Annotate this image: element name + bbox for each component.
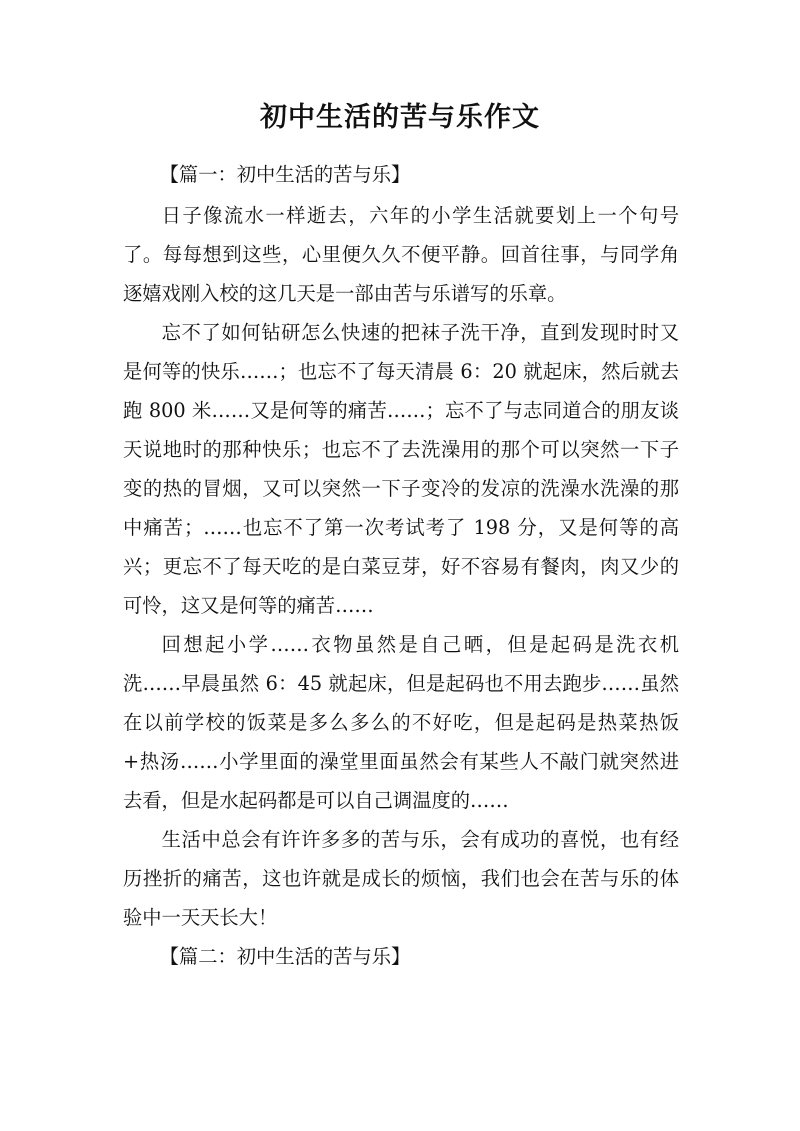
section-heading-1: 【篇一：初中生活的苦与乐】 <box>159 163 411 186</box>
paragraph-2: 忘不了如何钻研怎么快速的把袜子洗干净，直到发现时时又是何等的快乐……；也忘不了每天清晨 6：20 就起床，然后就去跑 800 米……又是何等的痛苦……；忘不了与志同道合的朋友谈天说地时的那种快乐；也忘不了去洗澡用的那个可以突然一下子变的热的冒烟，又可以突然一下子变冷的发凉的洗澡水洗澡的那中痛苦；……也忘不了第一次考试考了 198 分，又是何等的高兴；更忘不了每天吃的是白菜豆芽，好不容易有餐肉，肉又少的可怜，这又是何等的痛苦…… <box>123 321 679 617</box>
section-heading-2: 【篇二：初中生活的苦与乐】 <box>159 945 411 968</box>
document-body <box>123 155 679 978</box>
document-title: 初中生活的苦与乐作文 <box>260 102 540 133</box>
paragraph-3: 回想起小学……衣物虽然是自己晒，但是起码是洗衣机洗……早晨虽然 6：45 就起床，但是起码也不用去跑步……虽然在以前学校的饭菜是多么多么的不好吃，但是起码是热菜热饭+热汤……小学里面的澡堂里面虽然会有某些人不敲门就突然进去看，但是水起码都是可以自己调温度的…… <box>123 633 679 812</box>
paragraph-4: 生活中总会有许许多多的苦与乐，会有成功的喜悦，也有经历挫折的痛苦，这也许就是成长的烦恼，我们也会在苦与乐的体验中一天天长大！ <box>123 828 679 929</box>
paragraph-1: 日子像流水一样逝去，六年的小学生活就要划上一个句号了。每每想到这些，心里便久久不便平静。回首往事，与同学角逐嬉戏刚入校的这几天是一部由苦与乐谱写的乐章。 <box>123 204 679 305</box>
